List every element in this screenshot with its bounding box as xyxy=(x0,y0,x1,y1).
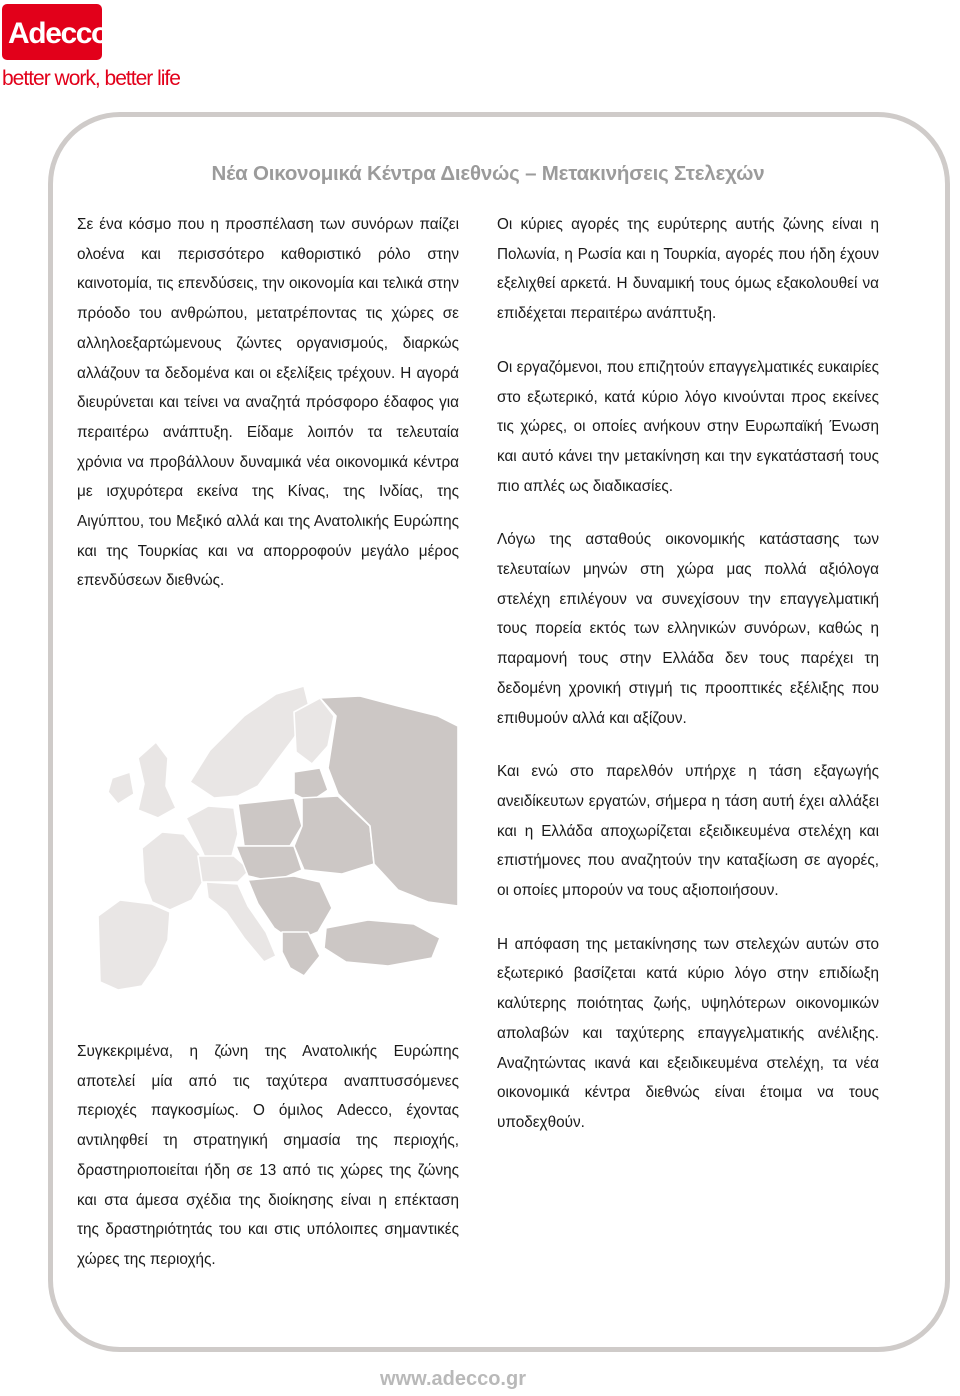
map-region-ireland xyxy=(108,772,134,804)
map-region-iberia xyxy=(98,900,170,990)
map-region-poland xyxy=(238,798,302,846)
page-title: Νέα Οικονομικά Κέντρα Διεθνώς – Μετακινήσεις Στελεχών xyxy=(211,162,765,185)
map-region-uk xyxy=(138,742,176,818)
map-region-france xyxy=(142,832,204,910)
right-column xyxy=(497,210,879,1162)
adecco-logo xyxy=(2,4,108,60)
paragraph: Η απόφαση της μετακίνησης των στελεχών αυτών στο εξωτερικό βασίζεται κατά κύριο λόγο στην επιδίωξη καλύτερης ποιότητας ζωής, υψηλότερων οικονομικών απολαβών και ταχύτερης επαγγελματικής ανέλιξης. Αναζητώντας ικανά και εξειδικευμένα στελέχη, τα νέα οικονομικά κέντρα διεθνώς είναι έτοιμα να τους υποδεχθούν. xyxy=(497,935,879,1131)
paragraph: Οι εργαζόμενοι, που επιζητούν επαγγελματικές ευκαιρίες στο εξωτερικό, κατά κύριο λόγο κινούνται προς εκείνες τις χώρες, οι οποίες ανήκουν στην Ευρωπαϊκή Ένωση και αυτό κάνει την μετακίνηση και την εγκατάστασή τους πιο απλές ως διαδικασίες. xyxy=(497,358,879,495)
paragraph: Συγκεκριμένα, η ζώνη της Ανατολικής Ευρώπης αποτελεί μία από τις ταχύτερα αναπτυσσόμενες περιοχές παγκοσμίως. Ο όμιλος Adecco, έχοντας αντιληφθεί τη στρατηγική σημασία της περιοχής, δραστηριοποιείται ήδη σε 13 από τις χώρες της ζώνης και στα άμεσα σχέδια της διοίκησης είναι η επέκταση της δραστηριότητάς του και στις υπόλοιπες σημαντικές χώρες της περιοχής. xyxy=(77,1043,459,1268)
paragraph: Λόγω της ασταθούς οικονομικής κατάστασης των τελευταίων μηνών στη χώρα μας πολλά αξιόλογα στελέχη επιλέγουν να συνεχίσουν την επαγγελματική τους πορεία εκτός των ελληνικών συνόρων, καθώς η παραμονή τους στην Ελλάδα δεν τους παρέχει τη δεδομένη χρονική στιγμή τις προοπτικές εξέλιξης που επιθυμούν αλλά και αξίζουν. xyxy=(497,531,879,727)
map-region-scandinavia xyxy=(190,686,310,798)
logo-tagline: better work, better life xyxy=(2,67,180,90)
left-column-bottom xyxy=(77,1037,459,1299)
left-column-top xyxy=(77,210,459,620)
paragraph: Σε ένα κόσμο που η προσπέλαση των συνόρων παίζει ολοένα και περισσότερο καθοριστικό ρόλο στην καινοτομία, τις επενδύσεις, την οικονομία και τελικά στην πρόοδο του ανθρώπου, μετατρέποντας τις χώρες σε αλληλοεξαρτώμενους ζώντες οργανισμούς, διαρκώς αλλάζουν τα δεδομένα και οι εξελίξεις τρέχουν. Η αγορά διευρύνεται και τείνει να αναζητά πρόσφορο έδαφος για περαιτέρω ανάπτυξη. Είδαμε λοιπόν τα τελευταία χρόνια να προβάλλουν δυναμικά νέα οικονομικά κέντρα με ισχυρότερα εκείνα της Κίνας, της Ινδίας, της Αιγύπτου, του Μεξικό αλλά και της Ανατολικής Ευρώπης και της Τουρκίας και να απορροφούν μεγάλο μέρος επενδύσεων διεθνώς. xyxy=(77,216,459,590)
paragraph: Οι κύριες αγορές της ευρύτερης αυτής ζώνης είναι η Πολωνία, η Ρωσία και η Τουρκία, αγορές που ήδη έχουν εξελιχθεί αρκετά. Η δυναμική τους όμως εξακολουθεί να επιδέχεται περαιτέρω ανάπτυξη. xyxy=(497,216,879,323)
map-region-turkey xyxy=(324,920,440,966)
europe-map xyxy=(98,686,458,1000)
footer-url[interactable]: www.adecco.gr xyxy=(380,1368,526,1390)
map-region-greece xyxy=(282,932,320,976)
logo-text: Adecco xyxy=(8,17,108,50)
paragraph: Και ενώ στο παρελθόν υπήρχε η τάση εξαγωγής ανειδίκευτων εργατών, σήμερα η τάση αυτή έχει αλλάξει και η Ελλάδα αποχωρίζεται εξειδικευμένα στελέχη και επιστήμονες που αναζητούν την καταξίωση σε αγορές, οι οποίες μπορούν να τους αξιοποιήσουν. xyxy=(497,763,879,900)
